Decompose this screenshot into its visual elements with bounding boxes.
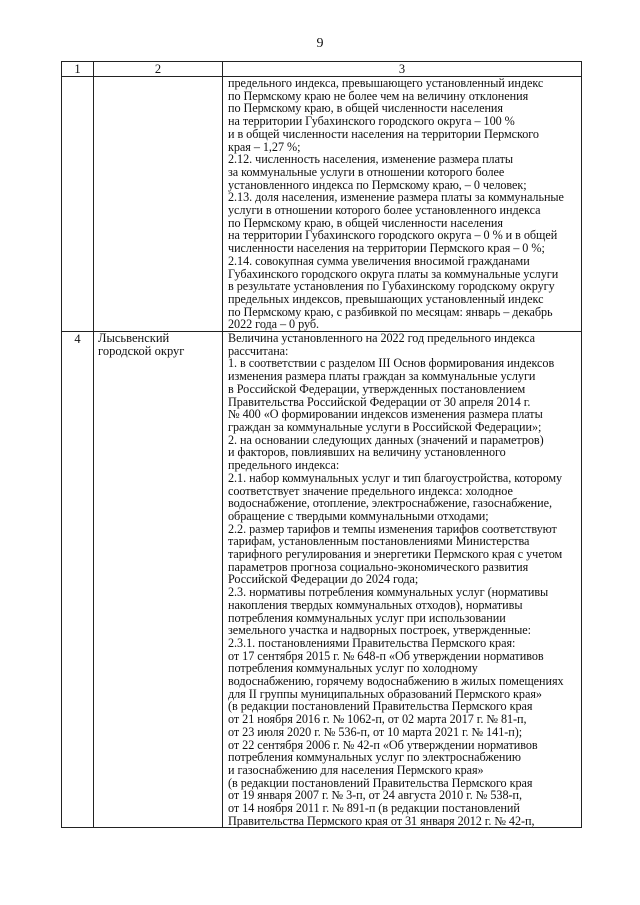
text-line: по Пермскому краю, в общей численности населения bbox=[228, 215, 503, 230]
header-col-2: 2 bbox=[94, 62, 223, 77]
text-line: 2.14. совокупная сумма увеличения вносимой гражданами bbox=[228, 253, 530, 268]
page-number: 9 bbox=[316, 36, 324, 51]
district-line-2: городской округ bbox=[98, 344, 185, 359]
text-line: от 23 июля 2020 г. № 536-п, от 10 марта 2021 г. № 141-п); bbox=[228, 724, 523, 739]
text-line: и факторов, повлиявших на величину установленного bbox=[228, 445, 506, 460]
text-line: 2.1. набор коммунальных услуг и тип благоустройства, которому bbox=[228, 470, 563, 485]
text-line: соответствует значение предельного индекса: холодное bbox=[228, 483, 513, 498]
text-line: 1. в соответствии с разделом III Основ формирования индексов bbox=[228, 356, 555, 371]
text-line: 2.3.1. постановлениями Правительства Пермского края: bbox=[228, 635, 516, 650]
text-line: предельного индекса, превышающего установленный индекс bbox=[228, 76, 544, 90]
row-continued-text bbox=[223, 77, 582, 332]
text-line: на территории Губахинского городского округа – 100 % bbox=[228, 114, 515, 129]
text-line: (в редакции постановлений Правительства Пермского края bbox=[228, 775, 533, 790]
text-line: от 22 сентября 2006 г. № 42-п «Об утверждении нормативов bbox=[228, 737, 538, 752]
text-line: предельного индекса: bbox=[228, 458, 340, 473]
text-line: обращение с твердыми коммунальными отходами; bbox=[228, 508, 489, 523]
district-line-1: Лысьвенский bbox=[98, 331, 170, 346]
text-line: по Пермскому краю, в общей численности населения bbox=[228, 101, 503, 116]
text-line: Губахинского городского округа платы за коммунальные услуги bbox=[228, 266, 559, 281]
text-line: Правительства Российской Федерации от 30 апреля 2014 г. bbox=[228, 394, 531, 409]
text-line: параметров прогноза социально-экономического развития bbox=[228, 559, 529, 574]
text-line: в результате установления по Губахинскому городскому округу bbox=[228, 279, 555, 294]
text-line: по Пермскому краю не более чем на величину отклонения bbox=[228, 88, 529, 103]
text-line: 2.12. численность населения, изменение размера платы bbox=[228, 152, 514, 167]
header-col-3: 3 bbox=[223, 62, 582, 77]
text-line: 2.13. доля населения, изменение размера платы за коммунальные bbox=[228, 190, 564, 205]
header-col-1: 1 bbox=[62, 62, 94, 77]
row-continued-number bbox=[62, 77, 94, 332]
text-line: 2.3. нормативы потребления коммунальных услуг (нормативы bbox=[228, 585, 549, 600]
text-line: по Пермскому краю, с разбивкой по месяцам: январь – декабрь bbox=[228, 304, 553, 319]
text-line: 2. на основании следующих данных (значений и параметров) bbox=[228, 432, 544, 447]
document-table bbox=[61, 61, 582, 828]
text-line: рассчитана: bbox=[228, 343, 289, 358]
table-row-continued bbox=[62, 77, 582, 332]
text-line: от 14 ноября 2011 г. № 891-п (в редакции постановлений bbox=[228, 801, 520, 816]
text-line: 2022 года – 0 руб. bbox=[228, 317, 320, 332]
text-line: граждан за коммунальные услуги в Российской Федерации»; bbox=[228, 419, 542, 434]
text-line: и газоснабжению для населения Пермского края» bbox=[228, 762, 484, 777]
text-line: водоснабжение, отопление, электроснабжение, газоснабжение, bbox=[228, 496, 552, 511]
text-line: земельного участка и надворных построек, утвержденные: bbox=[228, 623, 531, 638]
text-line: потребления коммунальных услуг по холодному bbox=[228, 661, 478, 676]
text-line: тарифам, установленным постановлениями Министерства bbox=[228, 534, 530, 549]
text-line: потребления коммунальных услуг при использовании bbox=[228, 610, 506, 625]
table-row-4 bbox=[62, 332, 582, 828]
text-line: 2.2. размер тарифов и темпы изменения тарифов соответствуют bbox=[228, 521, 557, 536]
text-line: и в общей численности населения на территории Пермского bbox=[228, 126, 539, 141]
text-line: Величина установленного на 2022 год предельного индекса bbox=[228, 331, 535, 346]
text-line: Правительства Пермского края от 31 января 2012 г. № 42-п, bbox=[228, 813, 535, 828]
text-line: в Российской Федерации, утвержденных постановлением bbox=[228, 381, 526, 396]
text-line: численности населения на территории Пермского края – 0 %; bbox=[228, 241, 545, 256]
table-header-row bbox=[62, 62, 582, 77]
text-line: для II группы муниципальных образований Пермского края» bbox=[228, 686, 542, 701]
text-line: за коммунальные услуги в отношении которого более bbox=[228, 164, 505, 179]
text-line: на территории Губахинского городского округа – 0 % и в общей bbox=[228, 228, 558, 243]
text-line: края – 1,27 %; bbox=[228, 139, 301, 154]
text-line: от 21 ноября 2016 г. № 1062-п, от 02 марта 2017 г. № 81-п, bbox=[228, 712, 527, 727]
text-line: от 19 января 2007 г. № 3-п, от 24 августа 2010 г. № 538-п, bbox=[228, 788, 522, 803]
text-line: услуги в отношении которого более установленного индекса bbox=[228, 203, 541, 218]
text-line: установленного индекса по Пермскому краю, – 0 человек; bbox=[228, 177, 527, 192]
text-line: (в редакции постановлений Правительства Пермского края bbox=[228, 699, 533, 714]
text-line: водоснабжению, горячему водоснабжению в жилых помещениях bbox=[228, 674, 564, 689]
row-4-number: 4 bbox=[62, 332, 94, 828]
row-4-district bbox=[94, 332, 223, 828]
row-4-text bbox=[223, 332, 582, 828]
text-line: предельных индексов, превышающих установленный индекс bbox=[228, 291, 544, 306]
text-line: от 17 сентября 2015 г. № 648-п «Об утверждении нормативов bbox=[228, 648, 544, 663]
text-line: изменения размера платы граждан за коммунальные услуги bbox=[228, 369, 536, 384]
text-line: потребления коммунальных услуг по электроснабжению bbox=[228, 750, 521, 765]
row-continued-district bbox=[94, 77, 223, 332]
text-line: накопления твердых коммунальных отходов), нормативы bbox=[228, 597, 523, 612]
text-line: Российской Федерации до 2024 года; bbox=[228, 572, 419, 587]
text-line: № 400 «О формировании индексов изменения размера платы bbox=[228, 407, 543, 422]
text-line: тарифного регулирования и энергетики Пермского края с учетом bbox=[228, 547, 563, 562]
